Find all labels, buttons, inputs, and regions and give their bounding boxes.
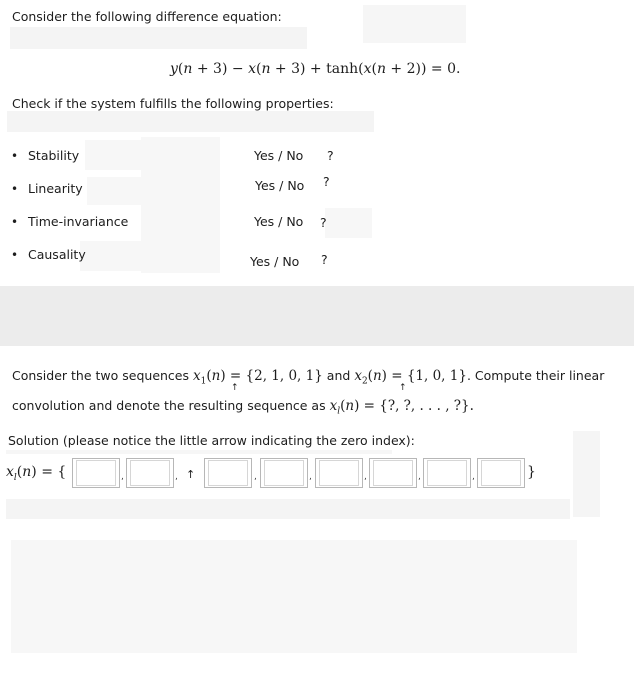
redaction-block: [325, 208, 372, 238]
causality-yes-no[interactable]: Yes / No: [250, 254, 300, 269]
answer-input-6[interactable]: [373, 460, 413, 486]
property-linearity: Linearity: [28, 181, 83, 196]
q1-check-instruction: Check if the system fulfills the following properties:: [12, 96, 334, 111]
comma: ,: [254, 472, 257, 482]
bullet-icon: •: [11, 182, 19, 196]
redaction-block: [10, 27, 307, 49]
time-invariance-answer-mark: ?: [320, 215, 327, 230]
bullet-icon: •: [11, 248, 19, 262]
q2-line2-prefix: convolution and denote the resulting sequence as: [12, 398, 326, 413]
redaction-block: [363, 5, 466, 43]
zero-index-arrow: ↑: [186, 468, 196, 481]
redaction-block: [87, 177, 141, 205]
bullet-icon: •: [11, 149, 19, 163]
q2-and: and: [326, 368, 351, 383]
answer-input-4[interactable]: [264, 460, 304, 486]
causality-answer-mark: ?: [321, 252, 328, 267]
x2-zero-index-arrow: ↑: [399, 383, 407, 393]
q2-line1-prefix: Consider the two sequences: [12, 368, 190, 383]
answer-input-7[interactable]: [427, 460, 467, 486]
property-time-invariance: Time-invariance: [28, 214, 129, 229]
stability-answer-mark: ?: [327, 148, 334, 163]
bullet-icon: •: [11, 215, 19, 229]
redaction-block: [85, 140, 141, 170]
redaction-block: [7, 111, 374, 132]
comma: ,: [418, 472, 421, 482]
comma: ,: [309, 472, 312, 482]
property-stability: Stability: [28, 148, 80, 163]
x1-sequence: {2, 1, 0, 1}: [245, 368, 323, 384]
answer-input-5[interactable]: [319, 460, 359, 486]
q2-sequences-line: Consider the two sequences $x_1(n) = \{2$, 1, 0, 1} and $x_2(n) = \{1$, 0, 1}. Compute their linear: [12, 368, 605, 387]
linearity-answer-mark: ?: [323, 174, 330, 189]
q2-line1-suffix: . Compute their linear: [466, 368, 605, 383]
answer-input-1[interactable]: [76, 460, 116, 486]
stability-yes-no[interactable]: Yes / No: [254, 148, 304, 163]
redaction-block: [141, 137, 220, 273]
difference-equation: y(n + 3) − x(n + 3) + tanh(x(n + 2)) = 0.: [170, 61, 461, 77]
q1-intro: Consider the following difference equation:: [12, 9, 282, 24]
comma: ,: [472, 472, 475, 482]
time-invariance-yes-no[interactable]: Yes / No: [254, 214, 304, 229]
redaction-block: [6, 450, 392, 454]
redaction-block: [573, 431, 600, 517]
comma: ,: [121, 472, 124, 482]
comma: ,: [175, 472, 178, 482]
answer-input-3[interactable]: [208, 460, 248, 486]
x1-zero-index-arrow: ↑: [231, 383, 239, 393]
answer-input-2[interactable]: [130, 460, 170, 486]
comma: ,: [364, 472, 367, 482]
linearity-yes-no[interactable]: Yes / No: [255, 178, 305, 193]
q2-convolution-line: convolution and denote the resulting sequence as $x_l(n)$ = {?, ?, . . . , ?}.: [12, 398, 474, 417]
solution-label: Solution (please notice the little arrow indicating the zero index):: [8, 433, 415, 448]
answer-input-8[interactable]: [481, 460, 521, 486]
x2-sequence: {1, 0, 1}: [406, 368, 467, 384]
property-causality: Causality: [28, 247, 86, 262]
redaction-block: [11, 540, 577, 653]
redaction-block: [6, 499, 570, 519]
redaction-block: [80, 241, 141, 271]
answer-lhs: $x_l(n)$ = {: [6, 464, 67, 483]
answer-close-brace: }: [527, 464, 536, 480]
xl-sequence: {?, ?, . . . , ?}.: [379, 398, 474, 414]
